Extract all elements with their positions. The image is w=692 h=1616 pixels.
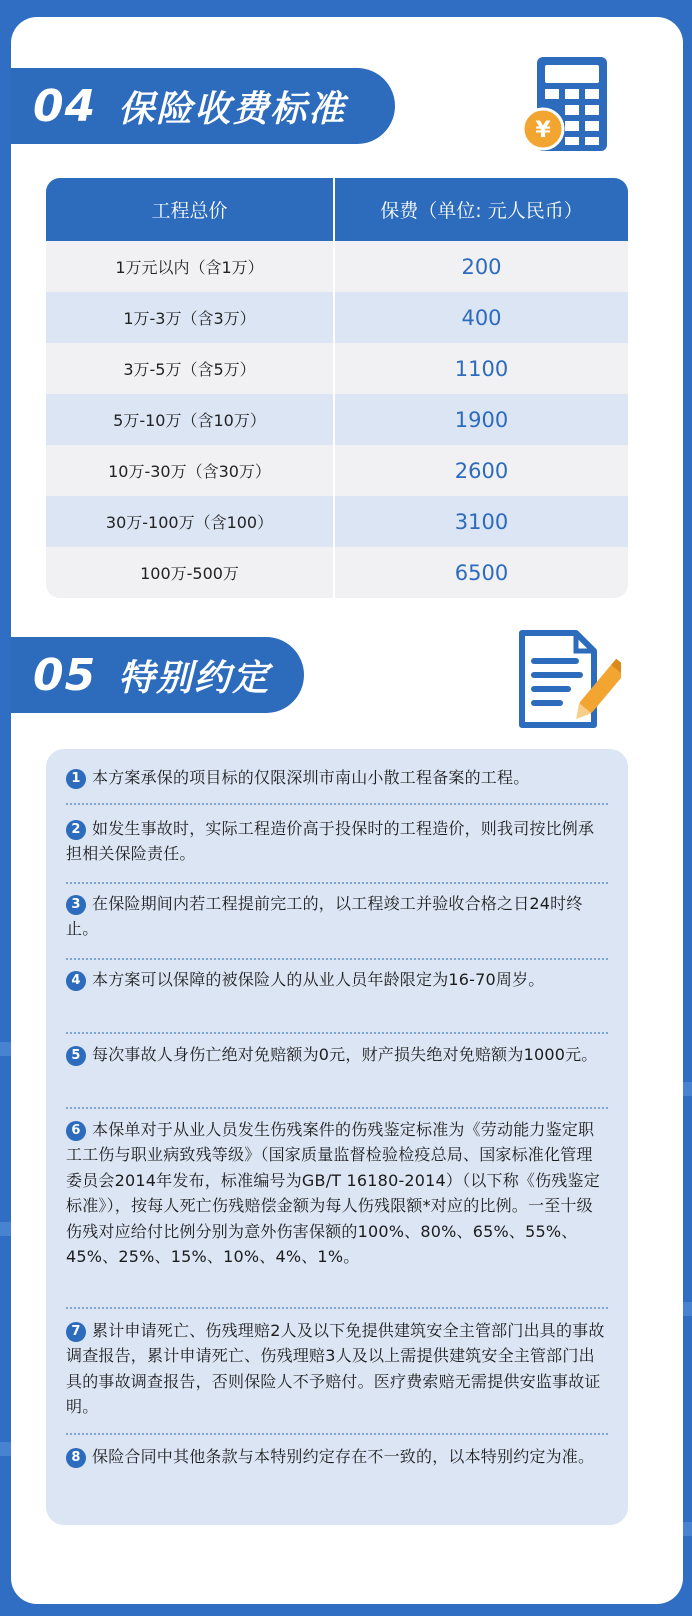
item-text: 本保单对于从业人员发生伤残案件的伤残鉴定标准为《劳动能力鉴定职工工伤与职业病致残等级》（国家质量监督检验检疫总局、国家标准化管理委员会2014年发布，标准编号为GB/T 16180-2014）（以下称《伤残鉴定标准》），按每人死亡伤残赔偿金额为每人伤残限额*对应的比例。一至十级伤残对应给付比例分别为意外伤害保额的100%、80%、65%、55%、45%、25%、15%、10%、4%、1%。 [66, 1120, 600, 1267]
table-row [46, 496, 628, 547]
content-card [11, 17, 683, 1604]
table-row [46, 445, 628, 496]
item-number-badge: 6 [66, 1121, 86, 1141]
table-row [46, 547, 628, 598]
section-title: 保险收费标准 [118, 88, 347, 130]
price-range-cell: 30万-100万（含100） [105, 513, 274, 532]
premium-cell: 400 [333, 292, 628, 343]
dotted-divider [66, 1433, 608, 1435]
price-range-cell: 100万-500万 [140, 564, 239, 583]
premium-cell: 2600 [333, 445, 628, 496]
price-range-cell: 3万-5万（含5万） [123, 360, 256, 379]
list-item [66, 1318, 608, 1420]
item-number-badge: 5 [66, 1046, 86, 1066]
dotted-divider [66, 1107, 608, 1109]
item-number-badge: 7 [66, 1322, 86, 1342]
item-text: 保险合同中其他条款与本特别约定存在不一致的，以本特别约定为准。 [92, 1447, 595, 1466]
section-title: 特别约定 [118, 657, 271, 699]
dotted-divider [66, 803, 608, 805]
item-number-badge: 1 [66, 769, 86, 789]
premium-cell: 1100 [333, 343, 628, 394]
list-item [66, 765, 608, 790]
item-text: 在保险期间内若工程提前完工的，以工程竣工并验收合格之日24时终止。 [66, 894, 583, 939]
column-header-project-price: 工程总价 [151, 200, 228, 222]
list-item [66, 816, 608, 867]
dotted-divider [66, 1032, 608, 1034]
price-range-cell: 5万-10万（含10万） [113, 411, 266, 430]
item-number-badge: 2 [66, 820, 86, 840]
item-text: 本方案可以保障的被保险人的从业人员年龄限定为16-70周岁。 [92, 970, 545, 989]
item-number-badge: 4 [66, 971, 86, 991]
table-row [46, 394, 628, 445]
list-item [66, 891, 608, 942]
item-number-badge: 3 [66, 895, 86, 915]
price-range-cell: 1万-3万（含3万） [123, 309, 256, 328]
section-05-header [11, 637, 304, 713]
dotted-divider [66, 1307, 608, 1309]
svg-text:¥: ¥ [535, 118, 551, 143]
section-number: 05 [33, 649, 97, 701]
table-row [46, 241, 628, 292]
calculator-yuan-icon [521, 55, 611, 159]
special-terms-list [46, 749, 628, 1525]
item-text: 每次事故人身伤亡绝对免赔额为0元，财产损失绝对免赔额为1000元。 [92, 1045, 598, 1064]
price-range-cell: 10万-30万（含30万） [108, 462, 271, 481]
premium-cell: 3100 [333, 496, 628, 547]
item-text: 本方案承保的项目标的仅限深圳市南山小散工程备案的工程。 [92, 768, 530, 787]
table-header-row [46, 178, 628, 241]
list-item [66, 1444, 608, 1469]
premium-cell: 1900 [333, 394, 628, 445]
list-item [66, 967, 608, 992]
item-text: 如发生事故时，实际工程造价高于投保时的工程造价，则我司按比例承担相关保险责任。 [66, 819, 595, 864]
premium-cell: 6500 [333, 547, 628, 598]
table-row [46, 343, 628, 394]
premium-cell: 200 [333, 241, 628, 292]
list-item [66, 1042, 608, 1067]
item-number-badge: 8 [66, 1448, 86, 1468]
item-text: 累计申请死亡、伤残理赔2人及以下免提供建筑安全主管部门出具的事故调查报告，累计申请死亡、伤残理赔3人及以上需提供建筑安全主管部门出具的事故调查报告，否则保险人不予赔付。医疗费索赔无需提供安监事故证明。 [66, 1321, 605, 1417]
section-number: 04 [33, 80, 97, 132]
list-item [66, 1117, 608, 1269]
dotted-divider [66, 958, 608, 960]
section-04-header [11, 68, 395, 144]
table-row [46, 292, 628, 343]
document-pen-icon [516, 629, 621, 733]
column-header-premium: 保费（单位: 元人民币） [333, 178, 628, 241]
price-range-cell: 1万元以内（含1万） [115, 258, 264, 277]
fee-table [46, 178, 628, 598]
dotted-divider [66, 882, 608, 884]
